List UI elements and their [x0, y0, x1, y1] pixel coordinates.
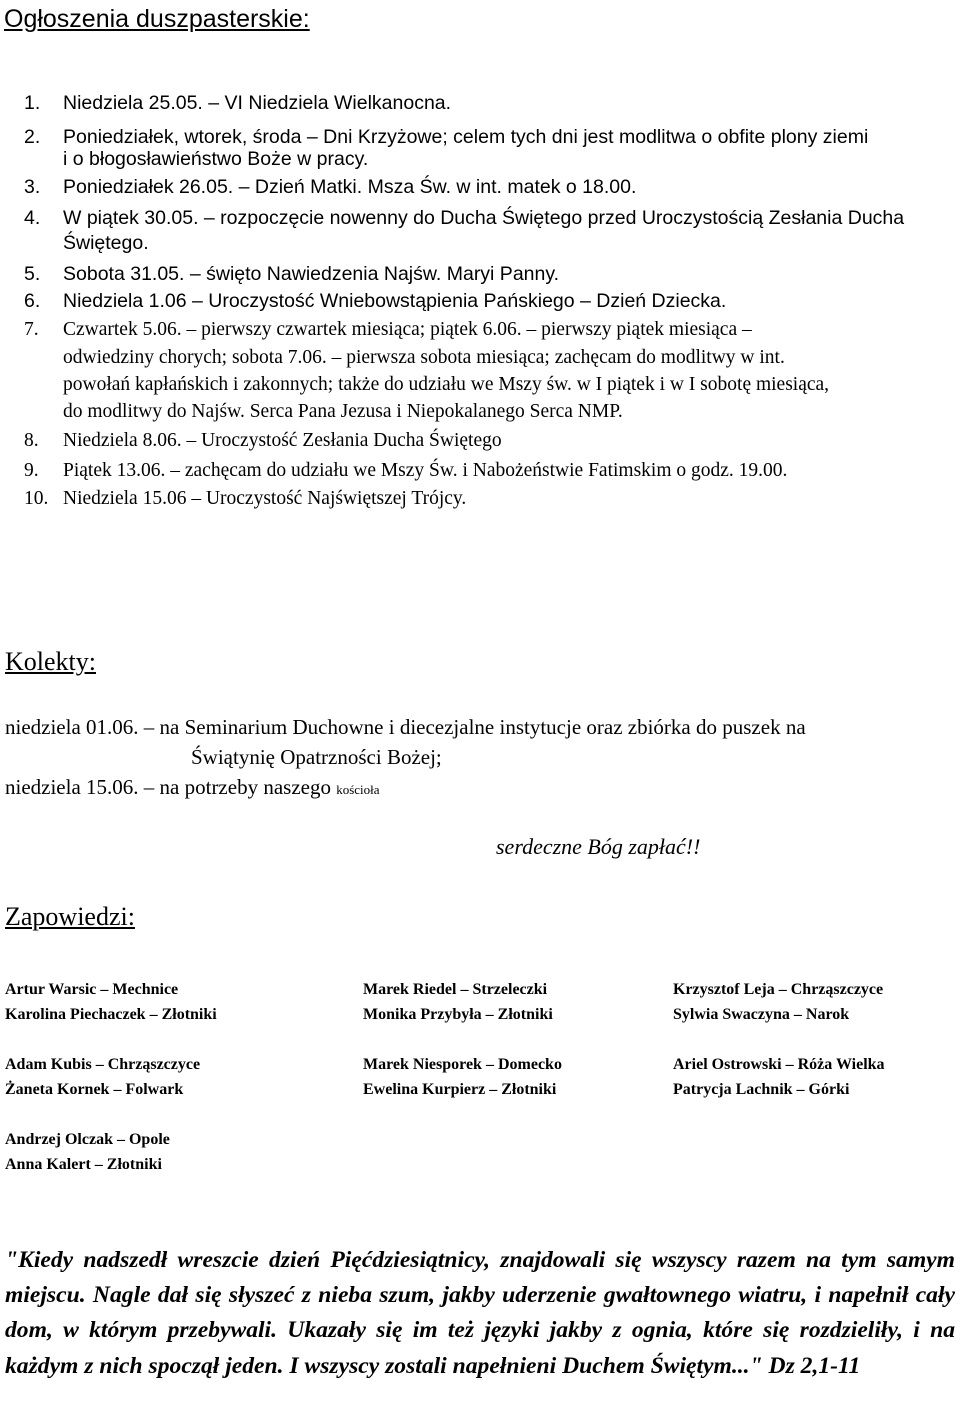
item-text: Czwartek 5.06. – pierwszy czwartek miesiąca; piątek 6.06. – pierwszy piątek miesiąca –	[63, 319, 752, 340]
item-number: 8.	[24, 430, 39, 451]
item-text: Poniedziałek 26.05. – Dzień Matki. Msza Św. w int. matek o 18.00.	[63, 176, 637, 198]
item-number: 4.	[24, 207, 41, 229]
item-text: Piątek 13.06. – zachęcam do udziału we Mszy Św. i Nabożeństwie Fatimskim o godz. 19.00.	[63, 460, 788, 481]
collection-text: niedziela 15.06. – na potrzeby naszego	[5, 775, 331, 799]
banns-grid	[0, 976, 960, 1186]
banns-entry: Marek Riedel – Strzeleczki	[363, 981, 548, 998]
item-text: i o błogosławieństwo Boże w pracy.	[63, 148, 369, 170]
banns-entry: Anna Kalert – Złotniki	[5, 1156, 162, 1173]
banns-heading: Zapowiedzi:	[5, 902, 135, 931]
item-number: 3.	[24, 176, 41, 198]
banns-entry: Ewelina Kurpierz – Złotniki	[363, 1081, 557, 1098]
banns-entry: Sylwia Swaczyna – Narok	[673, 1006, 850, 1023]
announcements-heading: Ogłoszenia duszpasterskie:	[4, 5, 310, 33]
item-text: Świętego.	[63, 232, 149, 254]
banns-entry: Artur Warsic – Mechnice	[5, 981, 179, 998]
collection-text-small: kościoła	[336, 782, 380, 797]
banns-entry: Żaneta Kornek – Folwark	[5, 1081, 184, 1098]
item-text: W piątek 30.05. – rozpoczęcie nowenny do Ducha Świętego przed Uroczystością Zesłania Ducha	[63, 207, 905, 229]
collection-line: niedziela 01.06. – na Seminarium Duchowne i diecezjalne instytucje oraz zbiórka do puszek na	[5, 715, 806, 739]
thanks-note: serdeczne Bóg zapłać!!	[496, 834, 701, 859]
banns-entry: Krzysztof Leja – Chrząszczyce	[673, 981, 884, 998]
item-text: Niedziela 8.06. – Uroczystość Zesłania Ducha Świętego	[63, 430, 502, 451]
banns-entry: Ariel Ostrowski – Róża Wielka	[673, 1056, 885, 1073]
item-text: do modlitwy do Najśw. Serca Pana Jezusa i Niepokalanego Serca NMP.	[63, 401, 623, 422]
item-number: 2.	[24, 126, 41, 148]
item-number: 6.	[24, 290, 41, 312]
item-number: 7.	[24, 319, 39, 340]
banns-entry: Monika Przybyła – Złotniki	[363, 1006, 553, 1023]
collections-heading: Kolekty:	[5, 647, 96, 676]
scripture-quote: "Kiedy nadszedł wreszcie dzień Pięćdziesiątnicy, znajdowali się wszyscy razem na tym samym miejscu. Nagle dał się słyszeć z nieba szum, jakby uderzenie gwałtownego wiatru, i napełnił cały dom, w którym przebywali. Ukazały się im też języki jakby z ognia, które się rozdzieliły, i na każdym z nich spoczął jeden. I wszyscy zostali napełnieni Duchem Świętym..." Dz 2,1-11	[5, 1247, 955, 1379]
item-text: Niedziela 25.05. – VI Niedziela Wielkanocna.	[63, 92, 452, 114]
item-text: powołań kapłańskich i zakonnych; także do udziału we Mszy św. w I piątek i w I sobotę miesiąca,	[63, 374, 830, 395]
item-number: 5.	[24, 263, 41, 285]
banns-entry: Andrzej Olczak – Opole	[5, 1131, 170, 1148]
item-text: Poniedziałek, wtorek, środa – Dni Krzyżowe; celem tych dni jest modlitwa o obfite plony ziemi	[63, 126, 869, 148]
item-number: 9.	[24, 460, 39, 481]
collection-line-continuation: Świątynię Opatrzności Bożej;	[191, 745, 442, 769]
item-text: Sobota 31.05. – święto Nawiedzenia Najśw. Maryi Panny.	[63, 263, 560, 285]
banns-entry: Karolina Piechaczek – Złotniki	[5, 1006, 217, 1023]
item-text: Niedziela 1.06 – Uroczystość Wniebowstąpienia Pańskiego – Dzień Dziecka.	[63, 290, 727, 312]
item-text: Niedziela 15.06 – Uroczystość Najświętszej Trójcy.	[63, 488, 467, 509]
item-text: odwiedziny chorych; sobota 7.06. – pierwsza sobota miesiąca; zachęcam do modlitwy w int.	[63, 347, 785, 368]
banns-entry: Patrycja Lachnik – Górki	[673, 1081, 850, 1098]
banns-entry: Adam Kubis – Chrząszczyce	[5, 1056, 201, 1073]
item-number: 10.	[24, 488, 49, 509]
banns-entry: Marek Niesporek – Domecko	[363, 1056, 562, 1073]
item-number: 1.	[24, 92, 41, 114]
collection-line	[5, 772, 380, 805]
